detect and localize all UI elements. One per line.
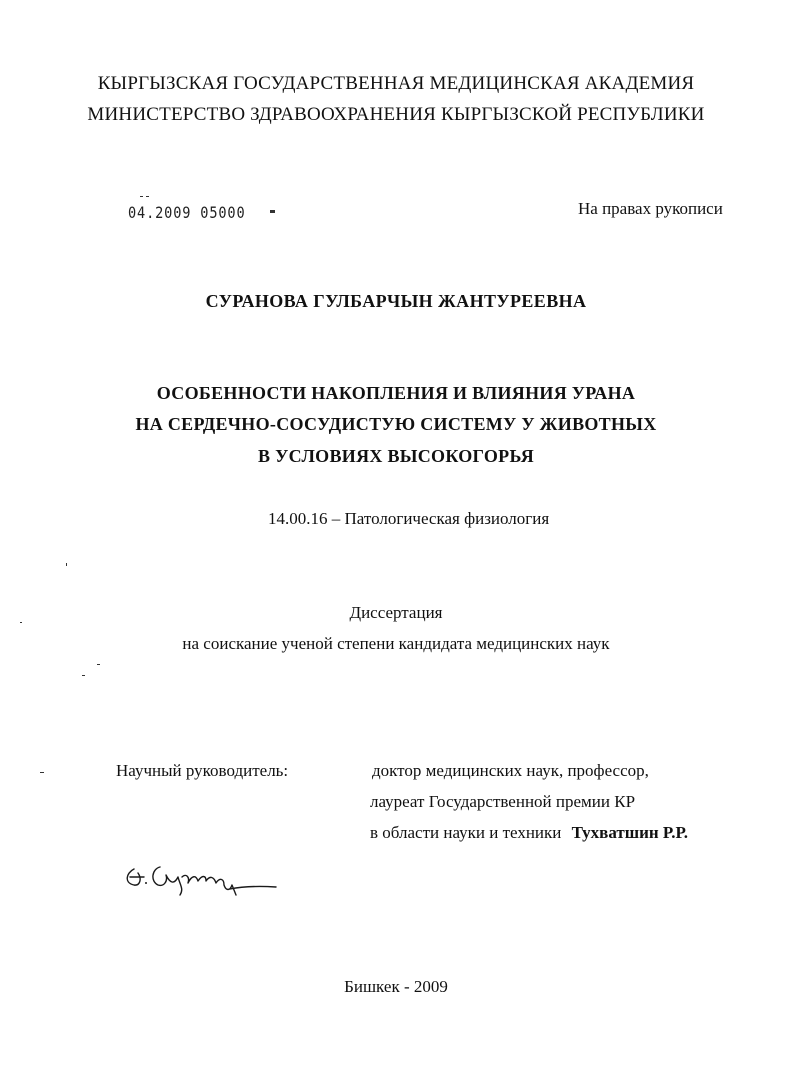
handwritten-signature bbox=[120, 855, 280, 900]
supervisor-name: Тухватшин Р.Р. bbox=[571, 823, 688, 842]
supervisor-award-field-text: в области науки и техники bbox=[370, 823, 562, 842]
supervisor-label: Научный руководитель: bbox=[116, 761, 289, 780]
supervisor-award: лауреат Государственной премии КР bbox=[370, 792, 636, 811]
stamp-mark bbox=[140, 196, 143, 197]
scan-speck bbox=[66, 563, 67, 566]
supervisor-degree: доктор медицинских наук, профессор, bbox=[372, 761, 649, 780]
thesis-title-line-2: НА СЕРДЕЧНО-СОСУДИСТУЮ СИСТЕМУ У ЖИВОТНЫХ bbox=[135, 414, 657, 434]
document-type: Диссертация bbox=[349, 603, 443, 622]
thesis-title-line-1: ОСОБЕННОСТИ НАКОПЛЕНИЯ И ВЛИЯНИЯ УРАНА bbox=[156, 383, 636, 403]
scan-speck bbox=[20, 622, 22, 623]
stamp-mark bbox=[270, 210, 275, 213]
scan-speck bbox=[97, 664, 100, 665]
scan-speck bbox=[82, 675, 85, 676]
author-name: СУРАНОВА ГУЛБАРЧЫН ЖАНТУРЕЕВНА bbox=[205, 291, 587, 311]
institution-name: КЫРГЫЗСКАЯ ГОСУДАРСТВЕННАЯ МЕДИЦИНСКАЯ АКАДЕМИЯ bbox=[97, 73, 695, 94]
specialty-code: 14.00.16 – Патологическая физиология bbox=[268, 509, 550, 528]
supervisor-award-field bbox=[370, 823, 688, 843]
stamp-mark bbox=[146, 196, 149, 197]
manuscript-rights-note: На правах рукописи bbox=[578, 199, 723, 218]
city-and-year: Бишкек - 2009 bbox=[344, 977, 448, 996]
degree-statement: на соискание ученой степени кандидата медицинских наук bbox=[182, 634, 610, 653]
registration-number-stamp: 04.2009 05000 bbox=[128, 203, 246, 222]
scan-speck bbox=[40, 772, 44, 773]
ministry-name: МИНИСТЕРСТВО ЗДРАВООХРАНЕНИЯ КЫРГЫЗСКОЙ РЕСПУБЛИКИ bbox=[87, 104, 705, 125]
thesis-title-line-3: В УСЛОВИЯХ ВЫСОКОГОРЬЯ bbox=[257, 446, 534, 466]
